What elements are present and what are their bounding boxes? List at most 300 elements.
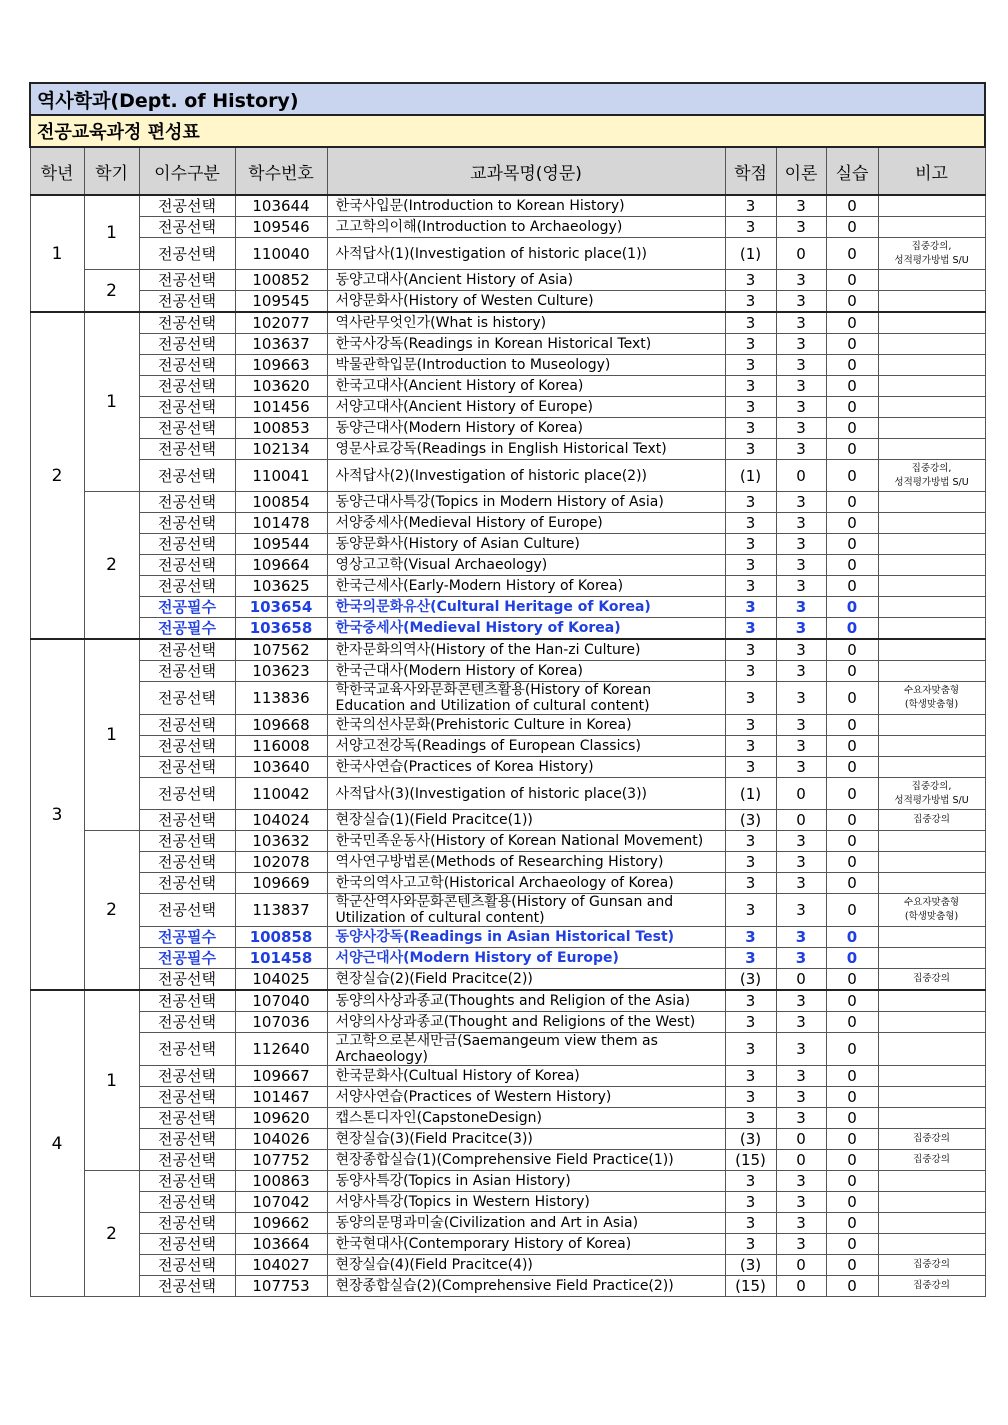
- course-theory: 0: [776, 810, 826, 831]
- course-row: [30, 873, 985, 894]
- semester-cell: 1: [84, 990, 139, 1171]
- course-name: 동양근대사특강(Topics in Modern History of Asia): [327, 492, 725, 513]
- course-row: [30, 376, 985, 397]
- course-practice: 0: [826, 492, 878, 513]
- course-row: [30, 418, 985, 439]
- course-code: 100853: [235, 418, 327, 439]
- course-type: 전공선택: [139, 639, 235, 661]
- course-practice: 0: [826, 927, 878, 948]
- course-code: 109662: [235, 1213, 327, 1234]
- course-note: 집중강의: [878, 1129, 985, 1150]
- course-theory: 3: [776, 376, 826, 397]
- course-code: 103632: [235, 831, 327, 852]
- course-note: [878, 1033, 985, 1066]
- course-type: 전공선택: [139, 439, 235, 460]
- course-note: [878, 1171, 985, 1192]
- course-note: [878, 534, 985, 555]
- course-row: [30, 810, 985, 831]
- course-type: 전공선택: [139, 555, 235, 576]
- course-practice: 0: [826, 195, 878, 217]
- course-code: 109545: [235, 291, 327, 313]
- course-type: 전공선택: [139, 1213, 235, 1234]
- course-code: 100863: [235, 1171, 327, 1192]
- course-theory: 3: [776, 1192, 826, 1213]
- course-row: [30, 715, 985, 736]
- course-note: [878, 291, 985, 313]
- course-name: 서양사연습(Practices of Western History): [327, 1087, 725, 1108]
- course-row: [30, 439, 985, 460]
- course-code: 107036: [235, 1012, 327, 1033]
- course-type: 전공선택: [139, 418, 235, 439]
- course-row: [30, 1171, 985, 1192]
- course-name: 캡스톤디자인(CapstoneDesign): [327, 1108, 725, 1129]
- course-practice: 0: [826, 1012, 878, 1033]
- course-theory: 3: [776, 894, 826, 927]
- year-cell: 1: [30, 195, 84, 312]
- course-theory: 0: [776, 1150, 826, 1171]
- course-row: [30, 852, 985, 873]
- course-credit: 3: [725, 1087, 776, 1108]
- course-note: 집중강의: [878, 969, 985, 991]
- semester-cell: 2: [84, 270, 139, 313]
- course-theory: 0: [776, 969, 826, 991]
- course-theory: 3: [776, 418, 826, 439]
- course-practice: 0: [826, 1087, 878, 1108]
- course-note: [878, 376, 985, 397]
- course-theory: 3: [776, 990, 826, 1012]
- semester-cell: 1: [84, 195, 139, 270]
- course-row: [30, 990, 985, 1012]
- course-row: [30, 894, 985, 927]
- course-note: [878, 576, 985, 597]
- course-type: 전공선택: [139, 969, 235, 991]
- course-type: 전공선택: [139, 715, 235, 736]
- course-code: 109546: [235, 217, 327, 238]
- course-code: 102134: [235, 439, 327, 460]
- course-code: 109667: [235, 1066, 327, 1087]
- course-theory: 3: [776, 195, 826, 217]
- course-code: 103644: [235, 195, 327, 217]
- course-credit: 3: [725, 736, 776, 757]
- course-note: 집중강의: [878, 810, 985, 831]
- course-credit: 3: [725, 397, 776, 418]
- course-theory: 3: [776, 217, 826, 238]
- course-row: [30, 618, 985, 640]
- year-cell: 3: [30, 639, 84, 990]
- course-credit: 3: [725, 682, 776, 715]
- course-credit: 3: [725, 534, 776, 555]
- course-row: [30, 969, 985, 991]
- course-credit: 3: [725, 418, 776, 439]
- header-semester: 학기: [84, 147, 139, 195]
- course-note: [878, 715, 985, 736]
- course-row: [30, 1012, 985, 1033]
- course-theory: 3: [776, 715, 826, 736]
- course-practice: 0: [826, 397, 878, 418]
- course-name: 동양사특강(Topics in Asian History): [327, 1171, 725, 1192]
- course-note: [878, 639, 985, 661]
- course-practice: 0: [826, 597, 878, 618]
- course-theory: 3: [776, 492, 826, 513]
- course-row: [30, 639, 985, 661]
- course-row: [30, 927, 985, 948]
- course-row: [30, 1255, 985, 1276]
- course-name: 한자문화의역사(History of the Han-zi Culture): [327, 639, 725, 661]
- curriculum-subtitle: 전공교육과정 편성표: [30, 115, 985, 147]
- course-theory: 3: [776, 682, 826, 715]
- course-credit: 3: [725, 513, 776, 534]
- course-row: [30, 736, 985, 757]
- course-practice: 0: [826, 715, 878, 736]
- course-code: 110040: [235, 238, 327, 270]
- course-type: 전공선택: [139, 576, 235, 597]
- course-note: [878, 852, 985, 873]
- course-code: 110042: [235, 778, 327, 810]
- course-credit: 3: [725, 831, 776, 852]
- course-note: [878, 661, 985, 682]
- course-code: 107042: [235, 1192, 327, 1213]
- course-code: 104024: [235, 810, 327, 831]
- course-note: [878, 831, 985, 852]
- course-note: [878, 757, 985, 778]
- course-theory: 3: [776, 873, 826, 894]
- course-note: [878, 990, 985, 1012]
- course-row: [30, 270, 985, 291]
- course-note: [878, 948, 985, 969]
- course-code: 109668: [235, 715, 327, 736]
- course-name: 학군산역사와문화콘텐츠활용(History of Gunsan and Utilization of cultural content): [327, 894, 725, 927]
- course-note: [878, 1012, 985, 1033]
- course-theory: 3: [776, 927, 826, 948]
- course-type: 전공선택: [139, 1033, 235, 1066]
- course-note: [878, 312, 985, 334]
- course-practice: 0: [826, 1276, 878, 1297]
- course-name: 동양근대사(Modern History of Korea): [327, 418, 725, 439]
- course-practice: 0: [826, 1129, 878, 1150]
- course-row: [30, 334, 985, 355]
- course-code: 109663: [235, 355, 327, 376]
- course-code: 109544: [235, 534, 327, 555]
- course-code: 104026: [235, 1129, 327, 1150]
- course-practice: 0: [826, 661, 878, 682]
- course-type: 전공선택: [139, 873, 235, 894]
- header-course-code: 학수번호: [235, 147, 327, 195]
- course-practice: 0: [826, 355, 878, 376]
- curriculum-table: [29, 82, 986, 1297]
- course-credit: (3): [725, 1255, 776, 1276]
- course-note: [878, 555, 985, 576]
- course-credit: 3: [725, 661, 776, 682]
- course-credit: 3: [725, 492, 776, 513]
- course-name: 동양문화사(History of Asian Culture): [327, 534, 725, 555]
- course-credit: 3: [725, 270, 776, 291]
- course-note: [878, 334, 985, 355]
- course-type: 전공선택: [139, 238, 235, 270]
- course-credit: (1): [725, 460, 776, 492]
- course-credit: 3: [725, 555, 776, 576]
- course-credit: 3: [725, 948, 776, 969]
- course-code: 102077: [235, 312, 327, 334]
- course-row: [30, 1150, 985, 1171]
- course-theory: 3: [776, 639, 826, 661]
- course-credit: 3: [725, 597, 776, 618]
- course-name: 서양의사상과종교(Thought and Religions of the West): [327, 1012, 725, 1033]
- course-code: 116008: [235, 736, 327, 757]
- course-theory: 3: [776, 661, 826, 682]
- course-type: 전공선택: [139, 397, 235, 418]
- course-practice: 0: [826, 894, 878, 927]
- course-type: 전공선택: [139, 1234, 235, 1255]
- course-code: 109669: [235, 873, 327, 894]
- course-name: 동양의사상과종교(Thoughts and Religion of the Asia): [327, 990, 725, 1012]
- course-credit: 3: [725, 1033, 776, 1066]
- course-practice: 0: [826, 810, 878, 831]
- course-row: [30, 576, 985, 597]
- course-credit: 3: [725, 355, 776, 376]
- course-code: 107753: [235, 1276, 327, 1297]
- course-credit: (3): [725, 810, 776, 831]
- course-practice: 0: [826, 1255, 878, 1276]
- course-type: 전공선택: [139, 1087, 235, 1108]
- course-theory: 0: [776, 1276, 826, 1297]
- course-credit: (3): [725, 1129, 776, 1150]
- course-type: 전공선택: [139, 778, 235, 810]
- semester-cell: 1: [84, 639, 139, 831]
- course-name: 동양의문명과미술(Civilization and Art in Asia): [327, 1213, 725, 1234]
- course-credit: (15): [725, 1276, 776, 1297]
- course-row: [30, 778, 985, 810]
- course-theory: 3: [776, 948, 826, 969]
- course-note: [878, 513, 985, 534]
- course-code: 100854: [235, 492, 327, 513]
- course-type: 전공선택: [139, 355, 235, 376]
- course-code: 112640: [235, 1033, 327, 1066]
- course-row: [30, 597, 985, 618]
- course-code: 107752: [235, 1150, 327, 1171]
- course-code: 103625: [235, 576, 327, 597]
- course-name: 서양근대사(Modern History of Europe): [327, 948, 725, 969]
- course-theory: 3: [776, 757, 826, 778]
- course-practice: 0: [826, 639, 878, 661]
- course-practice: 0: [826, 1150, 878, 1171]
- course-row: [30, 312, 985, 334]
- course-type: 전공선택: [139, 757, 235, 778]
- course-theory: 3: [776, 534, 826, 555]
- course-credit: 3: [725, 1108, 776, 1129]
- course-name: 한국의역사고고학(Historical Archaeology of Korea): [327, 873, 725, 894]
- course-name: 한국근대사(Modern History of Korea): [327, 661, 725, 682]
- course-theory: 0: [776, 238, 826, 270]
- course-name: 한국사입문(Introduction to Korean History): [327, 195, 725, 217]
- course-type: 전공선택: [139, 270, 235, 291]
- course-note: [878, 270, 985, 291]
- course-note: [878, 736, 985, 757]
- course-name: 현장실습(1)(Field Pracitce(1)): [327, 810, 725, 831]
- course-code: 110041: [235, 460, 327, 492]
- course-credit: 3: [725, 757, 776, 778]
- course-note: [878, 418, 985, 439]
- course-note: [878, 439, 985, 460]
- course-practice: 0: [826, 852, 878, 873]
- header-theory: 이론: [776, 147, 826, 195]
- course-practice: 0: [826, 418, 878, 439]
- course-practice: 0: [826, 439, 878, 460]
- course-theory: 0: [776, 460, 826, 492]
- course-note: [878, 492, 985, 513]
- course-note: [878, 1213, 985, 1234]
- course-name: 사적답사(2)(Investigation of historic place(2)): [327, 460, 725, 492]
- course-credit: 3: [725, 1012, 776, 1033]
- course-row: [30, 195, 985, 217]
- course-credit: 3: [725, 927, 776, 948]
- course-theory: 3: [776, 397, 826, 418]
- course-theory: 3: [776, 597, 826, 618]
- header-course-type: 이수구분: [139, 147, 235, 195]
- course-theory: 3: [776, 270, 826, 291]
- course-type: 전공선택: [139, 291, 235, 313]
- course-note: 집중강의: [878, 1255, 985, 1276]
- course-practice: 0: [826, 1033, 878, 1066]
- course-practice: 0: [826, 576, 878, 597]
- course-credit: 3: [725, 376, 776, 397]
- course-type: 전공선택: [139, 661, 235, 682]
- course-credit: 3: [725, 1192, 776, 1213]
- course-type: 전공선택: [139, 513, 235, 534]
- course-note: 집중강의: [878, 1276, 985, 1297]
- course-practice: 0: [826, 513, 878, 534]
- course-row: [30, 238, 985, 270]
- course-practice: 0: [826, 778, 878, 810]
- year-cell: 4: [30, 990, 84, 1297]
- course-practice: 0: [826, 1192, 878, 1213]
- course-note: 수요자맞춤형 (학생맞춤형): [878, 894, 985, 927]
- course-theory: 0: [776, 1129, 826, 1150]
- course-code: 104027: [235, 1255, 327, 1276]
- course-type: 전공선택: [139, 534, 235, 555]
- course-type: 전공선택: [139, 810, 235, 831]
- course-theory: 0: [776, 1255, 826, 1276]
- course-name: 학한국교육사와문화콘텐츠활용(History of Korean Education and Utilization of cultural content): [327, 682, 725, 715]
- course-credit: 3: [725, 1066, 776, 1087]
- course-credit: 3: [725, 1213, 776, 1234]
- header-practice: 실습: [826, 147, 878, 195]
- course-code: 103620: [235, 376, 327, 397]
- course-type: 전공선택: [139, 217, 235, 238]
- course-theory: 3: [776, 736, 826, 757]
- course-name: 한국고대사(Ancient History of Korea): [327, 376, 725, 397]
- course-code: 103658: [235, 618, 327, 640]
- course-name: 현장실습(4)(Field Pracitce(4)): [327, 1255, 725, 1276]
- course-practice: 0: [826, 312, 878, 334]
- course-credit: 3: [725, 873, 776, 894]
- course-code: 101478: [235, 513, 327, 534]
- course-type: 전공선택: [139, 736, 235, 757]
- course-theory: 3: [776, 291, 826, 313]
- semester-cell: 2: [84, 492, 139, 640]
- course-code: 101456: [235, 397, 327, 418]
- course-practice: 0: [826, 555, 878, 576]
- course-type: 전공선택: [139, 1255, 235, 1276]
- course-practice: 0: [826, 831, 878, 852]
- semester-cell: 2: [84, 1171, 139, 1297]
- course-practice: 0: [826, 948, 878, 969]
- course-name: 한국사강독(Readings in Korean Historical Text): [327, 334, 725, 355]
- course-credit: 3: [725, 291, 776, 313]
- course-note: [878, 618, 985, 640]
- course-practice: 0: [826, 990, 878, 1012]
- course-code: 101458: [235, 948, 327, 969]
- course-theory: 3: [776, 1108, 826, 1129]
- course-type: 전공선택: [139, 312, 235, 334]
- table-header-row: [30, 147, 985, 195]
- curriculum-body: [30, 195, 985, 1297]
- course-theory: 3: [776, 1171, 826, 1192]
- course-note: [878, 927, 985, 948]
- course-note: 집중강의, 성적평가방법 S/U: [878, 778, 985, 810]
- course-theory: 3: [776, 1087, 826, 1108]
- course-row: [30, 555, 985, 576]
- course-theory: 3: [776, 576, 826, 597]
- course-theory: 3: [776, 831, 826, 852]
- course-credit: 3: [725, 639, 776, 661]
- course-credit: 3: [725, 334, 776, 355]
- course-theory: 3: [776, 1012, 826, 1033]
- course-name: 한국문화사(Cultual History of Korea): [327, 1066, 725, 1087]
- course-name: 서양중세사(Medieval History of Europe): [327, 513, 725, 534]
- course-practice: 0: [826, 1171, 878, 1192]
- course-note: 수요자맞춤형 (학생맞춤형): [878, 682, 985, 715]
- course-name: 한국근세사(Early-Modern History of Korea): [327, 576, 725, 597]
- course-practice: 0: [826, 291, 878, 313]
- course-name: 한국의선사문화(Prehistoric Culture in Korea): [327, 715, 725, 736]
- course-code: 103654: [235, 597, 327, 618]
- course-note: [878, 1087, 985, 1108]
- course-name: 역사연구방법론(Methods of Researching History): [327, 852, 725, 873]
- course-name: 영상고고학(Visual Archaeology): [327, 555, 725, 576]
- course-practice: 0: [826, 534, 878, 555]
- course-row: [30, 291, 985, 313]
- course-theory: 3: [776, 312, 826, 334]
- course-credit: (15): [725, 1150, 776, 1171]
- course-name: 고고학의이해(Introduction to Archaeology): [327, 217, 725, 238]
- course-type: 전공선택: [139, 1012, 235, 1033]
- course-row: [30, 397, 985, 418]
- course-row: [30, 661, 985, 682]
- course-practice: 0: [826, 460, 878, 492]
- course-type: 전공필수: [139, 618, 235, 640]
- course-theory: 3: [776, 1213, 826, 1234]
- course-row: [30, 513, 985, 534]
- course-name: 현장실습(3)(Field Pracitce(3)): [327, 1129, 725, 1150]
- course-credit: 3: [725, 1234, 776, 1255]
- course-note: [878, 1108, 985, 1129]
- course-row: [30, 948, 985, 969]
- course-name: 사적답사(3)(Investigation of historic place(3)): [327, 778, 725, 810]
- course-credit: 3: [725, 990, 776, 1012]
- course-row: [30, 1192, 985, 1213]
- course-type: 전공필수: [139, 948, 235, 969]
- course-name: 서양고전강독(Readings of European Classics): [327, 736, 725, 757]
- course-type: 전공선택: [139, 376, 235, 397]
- course-name: 한국사연습(Practices of Korea History): [327, 757, 725, 778]
- course-practice: 0: [826, 1213, 878, 1234]
- course-practice: 0: [826, 1234, 878, 1255]
- course-type: 전공선택: [139, 195, 235, 217]
- course-name: 동양고대사(Ancient History of Asia): [327, 270, 725, 291]
- course-practice: 0: [826, 873, 878, 894]
- course-type: 전공선택: [139, 460, 235, 492]
- course-credit: 3: [725, 439, 776, 460]
